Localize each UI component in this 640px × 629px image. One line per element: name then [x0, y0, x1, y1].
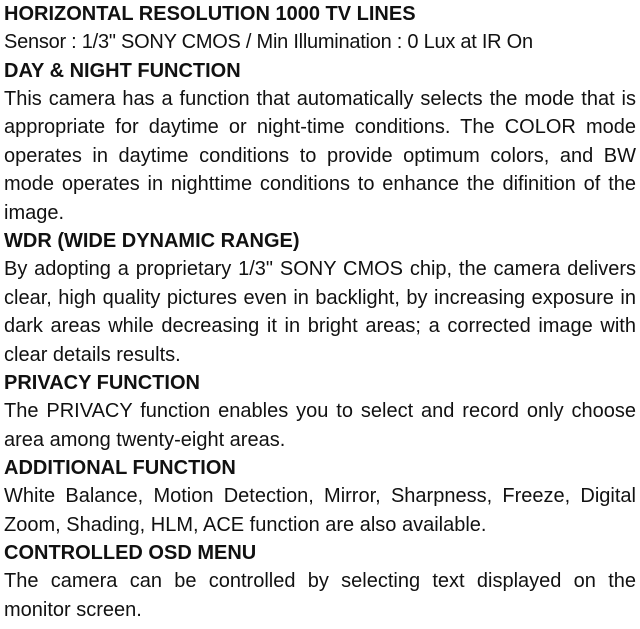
section-heading: WDR (WIDE DYNAMIC RANGE): [4, 230, 300, 252]
section-wdr: [4, 227, 636, 369]
section-privacy: [4, 369, 636, 454]
section-body: By adopting a proprietary 1/3" SONY CMOS chip, the camera delivers clear, high quality pictures even in backlight, by increasing exposure in dark areas while decreasing it in bright areas; a corrected image with clear details results.: [4, 258, 636, 366]
section-body: White Balance, Motion Detection, Mirror, Sharpness, Freeze, Digital Zoom, Shading, HLM, ACE function are also available.: [4, 485, 636, 536]
section-heading: ADDITIONAL FUNCTION: [4, 457, 236, 479]
section-body: The camera can be controlled by selecting text displayed on the monitor screen.: [4, 570, 636, 621]
section-heading: DAY & NIGHT FUNCTION: [4, 59, 241, 82]
section-body: This camera has a function that automatically selects the mode that is appropriate for daytime or night-time conditions. The COLOR mode operates in daytime conditions to provide optimum colors, and BW mode operates in nighttime conditions to enhance the difinition of the image.: [4, 87, 636, 224]
section-heading: HORIZONTAL RESOLUTION 1000 TV LINES: [4, 3, 416, 25]
section-body: Sensor : 1/3" SONY CMOS / Min Illumination : 0 Lux at IR On: [4, 31, 533, 53]
section-body: The PRIVACY function enables you to select and record only choose area among twenty-eight areas.: [4, 400, 636, 451]
section-horizontal-resolution: [4, 0, 636, 57]
section-heading: PRIVACY FUNCTION: [4, 372, 200, 394]
section-additional: [4, 454, 636, 539]
section-osd-menu: [4, 539, 636, 624]
section-heading: CONTROLLED OSD MENU: [4, 542, 257, 564]
section-day-night: [4, 57, 636, 228]
